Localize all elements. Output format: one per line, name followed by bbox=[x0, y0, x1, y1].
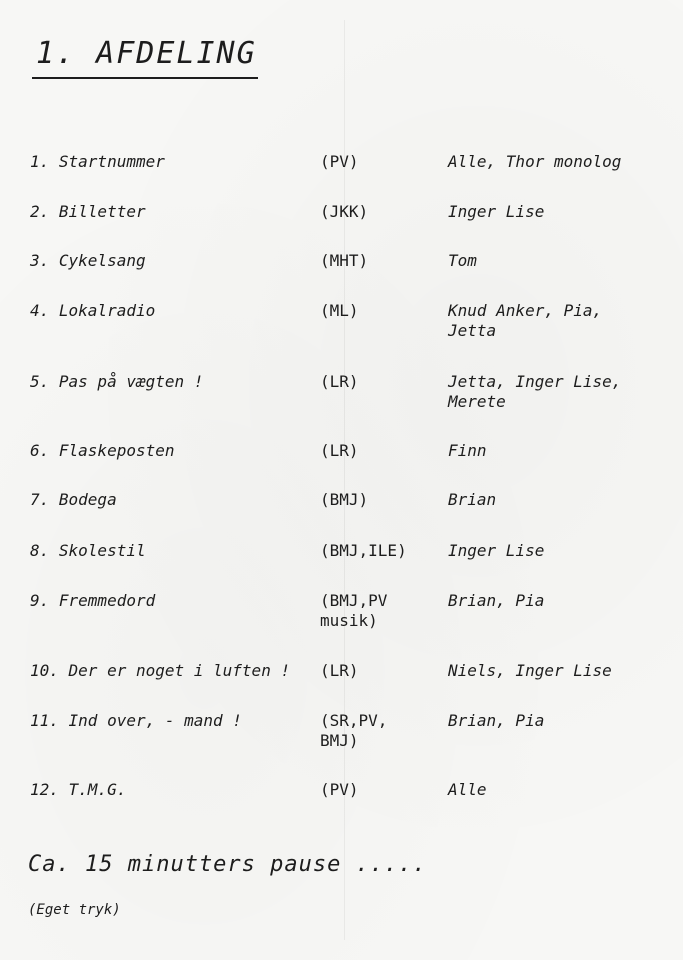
item-title: 12. T.M.G. bbox=[30, 780, 127, 799]
item-cast: Inger Lise bbox=[448, 202, 545, 221]
item-title: 2. Billetter bbox=[30, 202, 146, 221]
item-cast: Alle bbox=[448, 780, 487, 799]
item-title: 6. Flaskeposten bbox=[30, 441, 175, 460]
item-cast: Knud Anker, Pia, Jetta bbox=[448, 301, 603, 340]
item-title: 4. Lokalradio bbox=[30, 301, 156, 320]
item-title: 9. Fremmedord bbox=[30, 591, 156, 610]
page-title: 1. AFDELING bbox=[36, 36, 257, 71]
title-underline bbox=[32, 77, 258, 79]
item-code: (LR) bbox=[320, 661, 359, 680]
item-title: 1. Startnummer bbox=[30, 152, 165, 171]
item-cast: Niels, Inger Lise bbox=[448, 661, 612, 680]
item-title: 8. Skolestil bbox=[30, 541, 146, 560]
item-code: (LR) bbox=[320, 372, 359, 391]
item-code: (JKK) bbox=[320, 202, 369, 221]
item-cast: Brian, Pia bbox=[448, 711, 545, 730]
item-code: (BMJ) bbox=[320, 490, 369, 509]
item-cast: Brian bbox=[448, 490, 497, 509]
item-code: (MHT) bbox=[320, 251, 369, 270]
item-title: 11. Ind over, - mand ! bbox=[30, 711, 242, 730]
item-cast: Brian, Pia bbox=[448, 591, 545, 610]
item-code: (SR,PV, BMJ) bbox=[320, 711, 388, 750]
item-code: (LR) bbox=[320, 441, 359, 460]
item-code: (ML) bbox=[320, 301, 359, 320]
item-cast: Alle, Thor monolog bbox=[448, 152, 622, 171]
item-cast: Finn bbox=[448, 441, 487, 460]
item-code: (PV) bbox=[320, 152, 359, 171]
print-note: (Eget tryk) bbox=[28, 902, 121, 918]
item-code: (BMJ,ILE) bbox=[320, 541, 407, 560]
item-title: 3. Cykelsang bbox=[30, 251, 146, 270]
item-title: 7. Bodega bbox=[30, 490, 117, 509]
intermission-note: Ca. 15 minutters pause ..... bbox=[28, 852, 427, 877]
item-title: 5. Pas på vægten ! bbox=[30, 372, 204, 391]
item-code: (PV) bbox=[320, 780, 359, 799]
item-title: 10. Der er noget i luften ! bbox=[30, 661, 291, 680]
item-cast: Jetta, Inger Lise, Merete bbox=[448, 372, 622, 411]
item-cast: Tom bbox=[448, 251, 477, 270]
item-code: (BMJ,PV musik) bbox=[320, 591, 388, 630]
item-cast: Inger Lise bbox=[448, 541, 545, 560]
